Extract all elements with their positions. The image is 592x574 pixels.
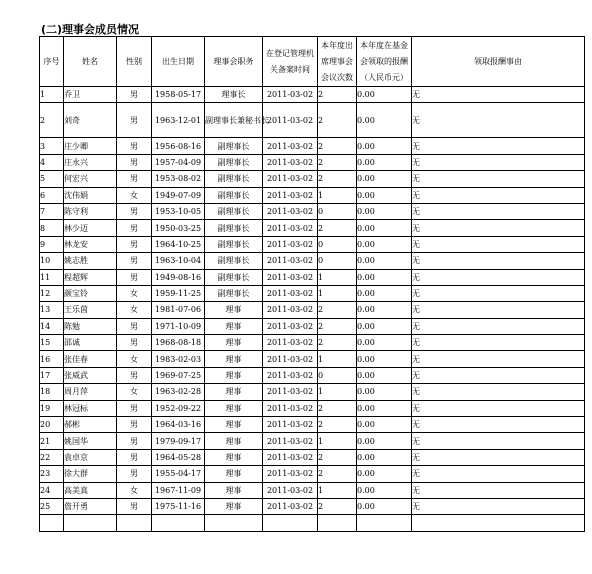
table-row — [40, 171, 585, 187]
cell-gender: 男 — [117, 269, 152, 285]
cell-pay-reason: 无 — [412, 285, 585, 301]
cell-filing-date: 2011-03-02 — [263, 285, 318, 301]
cell-gender: 男 — [117, 367, 152, 383]
cell-gender: 男 — [117, 103, 152, 138]
cell-pay-reason: 无 — [412, 203, 585, 219]
cell-birth-date: 1969-07-25 — [152, 367, 205, 383]
cell-board-role: 理事 — [205, 384, 263, 400]
table-row — [40, 449, 585, 465]
cell-name: 袁卓京 — [64, 449, 117, 465]
cell-gender: 男 — [117, 253, 152, 269]
cell-name: 姚国华 — [64, 433, 117, 449]
header-board-role: 理事会职务 — [205, 37, 263, 87]
header-birth-date: 出生日期 — [152, 37, 205, 87]
cell-attendance: 1 — [318, 187, 357, 203]
cell-pay-reason: 无 — [412, 400, 585, 416]
cell-no: 21 — [40, 433, 64, 449]
cell-birth-date: 1955-04-17 — [152, 466, 205, 482]
cell-no: 23 — [40, 466, 64, 482]
cell-filing-date: 2011-03-02 — [263, 87, 318, 103]
cell-attendance: 2 — [318, 449, 357, 465]
table-row — [40, 466, 585, 482]
cell-pay: 0.00 — [357, 187, 412, 203]
cell-attendance: 2 — [318, 220, 357, 236]
cell-birth-date: 1964-10-25 — [152, 236, 205, 252]
cell-pay: 0.00 — [357, 417, 412, 433]
cell-pay: 0.00 — [357, 203, 412, 219]
cell-filing-date: 2011-03-02 — [263, 187, 318, 203]
cell-pay-reason: 无 — [412, 449, 585, 465]
table-row — [40, 400, 585, 416]
cell-pay-reason: 无 — [412, 220, 585, 236]
cell-no: 4 — [40, 154, 64, 170]
cell-pay: 0.00 — [357, 367, 412, 383]
cell-pay: 0.00 — [357, 154, 412, 170]
cell-board-role: 理事 — [205, 449, 263, 465]
cell-name: 张佳春 — [64, 351, 117, 367]
cell-attendance: 1 — [318, 351, 357, 367]
cell-gender: 男 — [117, 498, 152, 514]
cell-board-role: 副理事长 — [205, 138, 263, 154]
cell-attendance: 2 — [318, 400, 357, 416]
cell-birth-date: 1950-03-25 — [152, 220, 205, 236]
table-body — [40, 87, 585, 532]
cell-no: 3 — [40, 138, 64, 154]
cell-no: 13 — [40, 302, 64, 318]
cell-filing-date: 2011-03-02 — [263, 236, 318, 252]
cell-birth-date: 1957-04-09 — [152, 154, 205, 170]
cell-attendance: 2 — [318, 417, 357, 433]
cell-pay-reason: 无 — [412, 171, 585, 187]
cell-pay: 0.00 — [357, 220, 412, 236]
cell-board-role: 副理事长 — [205, 253, 263, 269]
cell-board-role: 副理事长 — [205, 171, 263, 187]
table-row — [40, 87, 585, 103]
cell-gender: 男 — [117, 87, 152, 103]
table-row — [40, 154, 585, 170]
cell-gender: 男 — [117, 220, 152, 236]
cell-birth-date: 1953-08-02 — [152, 171, 205, 187]
cell-attendance: 0 — [318, 236, 357, 252]
cell-attendance: 1 — [318, 285, 357, 301]
cell-name: 姚志胜 — [64, 253, 117, 269]
cell-birth-date: 1979-09-17 — [152, 433, 205, 449]
cell-birth-date: 1971-10-09 — [152, 318, 205, 334]
cell-filing-date: 2011-03-02 — [263, 498, 318, 514]
cell-name: 林冠标 — [64, 400, 117, 416]
cell-gender: 男 — [117, 236, 152, 252]
cell-pay: 0.00 — [357, 482, 412, 498]
cell-attendance: 2 — [318, 87, 357, 103]
cell-name: 郝彬 — [64, 417, 117, 433]
cell-board-role: 理事 — [205, 367, 263, 383]
cell-no: 5 — [40, 171, 64, 187]
table-row — [40, 253, 585, 269]
empty-cell — [40, 515, 64, 531]
table-row — [40, 203, 585, 219]
cell-pay-reason: 无 — [412, 138, 585, 154]
cell-pay: 0.00 — [357, 236, 412, 252]
table-row — [40, 384, 585, 400]
cell-filing-date: 2011-03-02 — [263, 367, 318, 383]
cell-birth-date: 1958-05-17 — [152, 87, 205, 103]
cell-gender: 男 — [117, 154, 152, 170]
cell-pay: 0.00 — [357, 253, 412, 269]
cell-pay: 0.00 — [357, 384, 412, 400]
cell-birth-date: 1949-08-16 — [152, 269, 205, 285]
table-row — [40, 367, 585, 383]
cell-board-role: 副理事长兼秘书长 — [205, 103, 263, 138]
table-row — [40, 220, 585, 236]
section-title: (二)理事会成员情况 — [41, 23, 140, 36]
table-header-row — [40, 37, 585, 87]
cell-no: 14 — [40, 318, 64, 334]
cell-birth-date: 1963-12-01 — [152, 103, 205, 138]
cell-name: 徐大群 — [64, 466, 117, 482]
cell-filing-date: 2011-03-02 — [263, 318, 318, 334]
cell-board-role: 副理事长 — [205, 154, 263, 170]
cell-birth-date: 1967-11-09 — [152, 482, 205, 498]
cell-birth-date: 1983-02-03 — [152, 351, 205, 367]
cell-no: 12 — [40, 285, 64, 301]
cell-no: 24 — [40, 482, 64, 498]
cell-filing-date: 2011-03-02 — [263, 171, 318, 187]
cell-filing-date: 2011-03-02 — [263, 269, 318, 285]
cell-gender: 女 — [117, 302, 152, 318]
cell-filing-date: 2011-03-02 — [263, 449, 318, 465]
cell-gender: 女 — [117, 384, 152, 400]
cell-pay: 0.00 — [357, 449, 412, 465]
cell-board-role: 理事 — [205, 433, 263, 449]
cell-birth-date: 1963-02-28 — [152, 384, 205, 400]
cell-filing-date: 2011-03-02 — [263, 433, 318, 449]
table-row — [40, 187, 585, 203]
cell-pay: 0.00 — [357, 400, 412, 416]
cell-birth-date: 1949-07-09 — [152, 187, 205, 203]
cell-name: 刘奇 — [64, 103, 117, 138]
table-row — [40, 103, 585, 138]
cell-name: 林少迈 — [64, 220, 117, 236]
cell-name: 何宏兴 — [64, 171, 117, 187]
table-row — [40, 417, 585, 433]
cell-no: 9 — [40, 236, 64, 252]
cell-filing-date: 2011-03-02 — [263, 351, 318, 367]
cell-pay-reason: 无 — [412, 269, 585, 285]
cell-gender: 女 — [117, 285, 152, 301]
cell-pay: 0.00 — [357, 269, 412, 285]
cell-filing-date: 2011-03-02 — [263, 203, 318, 219]
cell-name: 庄少卿 — [64, 138, 117, 154]
cell-board-role: 副理事长 — [205, 220, 263, 236]
empty-cell — [205, 515, 263, 531]
cell-board-role: 副理事长 — [205, 203, 263, 219]
cell-name: 张威武 — [64, 367, 117, 383]
cell-filing-date: 2011-03-02 — [263, 253, 318, 269]
cell-filing-date: 2011-03-02 — [263, 384, 318, 400]
cell-filing-date: 2011-03-02 — [263, 466, 318, 482]
table-row — [40, 302, 585, 318]
cell-name: 颜宝铃 — [64, 285, 117, 301]
cell-gender: 男 — [117, 449, 152, 465]
cell-name: 沈伟娟 — [64, 187, 117, 203]
cell-attendance: 1 — [318, 384, 357, 400]
table-row — [40, 285, 585, 301]
cell-pay: 0.00 — [357, 285, 412, 301]
cell-pay-reason: 无 — [412, 103, 585, 138]
cell-no: 1 — [40, 87, 64, 103]
cell-filing-date: 2011-03-02 — [263, 103, 318, 138]
header-gender: 性别 — [117, 37, 152, 87]
empty-cell — [64, 515, 117, 531]
table-row — [40, 498, 585, 514]
cell-name: 程超辉 — [64, 269, 117, 285]
cell-pay-reason: 无 — [412, 482, 585, 498]
cell-board-role: 理事 — [205, 400, 263, 416]
cell-name: 乔卫 — [64, 87, 117, 103]
cell-filing-date: 2011-03-02 — [263, 400, 318, 416]
table-row — [40, 482, 585, 498]
cell-pay-reason: 无 — [412, 318, 585, 334]
cell-gender: 男 — [117, 203, 152, 219]
cell-pay-reason: 无 — [412, 433, 585, 449]
cell-pay: 0.00 — [357, 318, 412, 334]
cell-name: 高美真 — [64, 482, 117, 498]
cell-pay: 0.00 — [357, 351, 412, 367]
cell-pay-reason: 无 — [412, 351, 585, 367]
cell-attendance: 0 — [318, 367, 357, 383]
cell-board-role: 理事长 — [205, 87, 263, 103]
empty-cell — [318, 515, 357, 531]
cell-attendance: 2 — [318, 171, 357, 187]
cell-pay: 0.00 — [357, 87, 412, 103]
cell-pay: 0.00 — [357, 302, 412, 318]
cell-name: 詹开勇 — [64, 498, 117, 514]
cell-attendance: 2 — [318, 302, 357, 318]
cell-name: 庄永兴 — [64, 154, 117, 170]
empty-cell — [117, 515, 152, 531]
cell-name: 邵诚 — [64, 335, 117, 351]
cell-pay-reason: 无 — [412, 367, 585, 383]
cell-board-role: 副理事长 — [205, 269, 263, 285]
cell-gender: 男 — [117, 400, 152, 416]
cell-filing-date: 2011-03-02 — [263, 335, 318, 351]
cell-pay-reason: 无 — [412, 417, 585, 433]
cell-board-role: 副理事长 — [205, 285, 263, 301]
cell-gender: 男 — [117, 318, 152, 334]
table-row — [40, 433, 585, 449]
board-members-table — [39, 36, 585, 532]
table-row — [40, 236, 585, 252]
table-row — [40, 335, 585, 351]
cell-no: 6 — [40, 187, 64, 203]
cell-board-role: 理事 — [205, 466, 263, 482]
cell-attendance: 2 — [318, 466, 357, 482]
cell-attendance: 1 — [318, 269, 357, 285]
cell-pay: 0.00 — [357, 138, 412, 154]
cell-birth-date: 1963-10-04 — [152, 253, 205, 269]
cell-attendance: 2 — [318, 138, 357, 154]
cell-no: 7 — [40, 203, 64, 219]
cell-birth-date: 1953-10-05 — [152, 203, 205, 219]
cell-board-role: 理事 — [205, 417, 263, 433]
cell-no: 11 — [40, 269, 64, 285]
empty-table-row — [40, 515, 585, 531]
cell-board-role: 副理事长 — [205, 187, 263, 203]
cell-filing-date: 2011-03-02 — [263, 154, 318, 170]
empty-cell — [152, 515, 205, 531]
cell-birth-date: 1964-05-28 — [152, 449, 205, 465]
cell-birth-date: 1975-11-16 — [152, 498, 205, 514]
cell-attendance: 1 — [318, 433, 357, 449]
cell-board-role: 理事 — [205, 302, 263, 318]
cell-board-role: 理事 — [205, 482, 263, 498]
cell-gender: 男 — [117, 433, 152, 449]
header-pay: 本年度在基金会领取的报酬（人民币元） — [357, 37, 412, 87]
table-row — [40, 351, 585, 367]
cell-board-role: 理事 — [205, 498, 263, 514]
cell-name: 陈勉 — [64, 318, 117, 334]
cell-attendance: 2 — [318, 318, 357, 334]
cell-board-role: 副理事长 — [205, 236, 263, 252]
cell-birth-date: 1952-09-22 — [152, 400, 205, 416]
table-row — [40, 318, 585, 334]
cell-board-role: 理事 — [205, 351, 263, 367]
cell-attendance: 1 — [318, 482, 357, 498]
cell-pay-reason: 无 — [412, 384, 585, 400]
cell-gender: 男 — [117, 466, 152, 482]
cell-pay-reason: 无 — [412, 335, 585, 351]
cell-no: 8 — [40, 220, 64, 236]
cell-filing-date: 2011-03-02 — [263, 220, 318, 236]
cell-birth-date: 1968-08-18 — [152, 335, 205, 351]
cell-gender: 男 — [117, 417, 152, 433]
cell-attendance: 0 — [318, 203, 357, 219]
empty-cell — [412, 515, 585, 531]
cell-pay-reason: 无 — [412, 498, 585, 514]
cell-pay-reason: 无 — [412, 236, 585, 252]
cell-birth-date: 1956-08-16 — [152, 138, 205, 154]
cell-pay-reason: 无 — [412, 87, 585, 103]
header-attendance: 本年度出席理事会会议次数 — [318, 37, 357, 87]
cell-filing-date: 2011-03-02 — [263, 417, 318, 433]
cell-no: 2 — [40, 103, 64, 138]
cell-no: 18 — [40, 384, 64, 400]
cell-attendance: 2 — [318, 498, 357, 514]
cell-gender: 女 — [117, 482, 152, 498]
cell-pay: 0.00 — [357, 103, 412, 138]
cell-pay: 0.00 — [357, 466, 412, 482]
header-filing-date: 在登记管理机关备案时间 — [263, 37, 318, 87]
cell-birth-date: 1964-03-16 — [152, 417, 205, 433]
cell-name: 王乐茵 — [64, 302, 117, 318]
cell-no: 20 — [40, 417, 64, 433]
header-no: 序号 — [40, 37, 64, 87]
cell-pay-reason: 无 — [412, 302, 585, 318]
cell-no: 25 — [40, 498, 64, 514]
cell-pay-reason: 无 — [412, 187, 585, 203]
cell-pay: 0.00 — [357, 498, 412, 514]
cell-attendance: 0 — [318, 253, 357, 269]
cell-gender: 男 — [117, 335, 152, 351]
cell-no: 22 — [40, 449, 64, 465]
cell-no: 17 — [40, 367, 64, 383]
header-pay-reason: 领取报酬事由 — [412, 37, 585, 87]
cell-pay-reason: 无 — [412, 466, 585, 482]
cell-no: 15 — [40, 335, 64, 351]
cell-gender: 女 — [117, 187, 152, 203]
cell-gender: 男 — [117, 138, 152, 154]
cell-gender: 女 — [117, 351, 152, 367]
cell-attendance: 2 — [318, 103, 357, 138]
cell-filing-date: 2011-03-02 — [263, 138, 318, 154]
cell-pay-reason: 无 — [412, 253, 585, 269]
cell-pay: 0.00 — [357, 171, 412, 187]
cell-name: 林龙安 — [64, 236, 117, 252]
empty-cell — [357, 515, 412, 531]
cell-no: 16 — [40, 351, 64, 367]
cell-gender: 男 — [117, 171, 152, 187]
cell-birth-date: 1959-11-25 — [152, 285, 205, 301]
cell-pay: 0.00 — [357, 433, 412, 449]
cell-attendance: 2 — [318, 335, 357, 351]
cell-board-role: 理事 — [205, 335, 263, 351]
cell-name: 陈守利 — [64, 203, 117, 219]
cell-board-role: 理事 — [205, 318, 263, 334]
cell-pay-reason: 无 — [412, 154, 585, 170]
cell-name: 周月萍 — [64, 384, 117, 400]
table-row — [40, 138, 585, 154]
empty-cell — [263, 515, 318, 531]
cell-filing-date: 2011-03-02 — [263, 302, 318, 318]
cell-attendance: 2 — [318, 154, 357, 170]
cell-filing-date: 2011-03-02 — [263, 482, 318, 498]
cell-no: 19 — [40, 400, 64, 416]
cell-no: 10 — [40, 253, 64, 269]
table-row — [40, 269, 585, 285]
cell-pay: 0.00 — [357, 335, 412, 351]
header-name: 姓名 — [64, 37, 117, 87]
cell-birth-date: 1981-07-06 — [152, 302, 205, 318]
